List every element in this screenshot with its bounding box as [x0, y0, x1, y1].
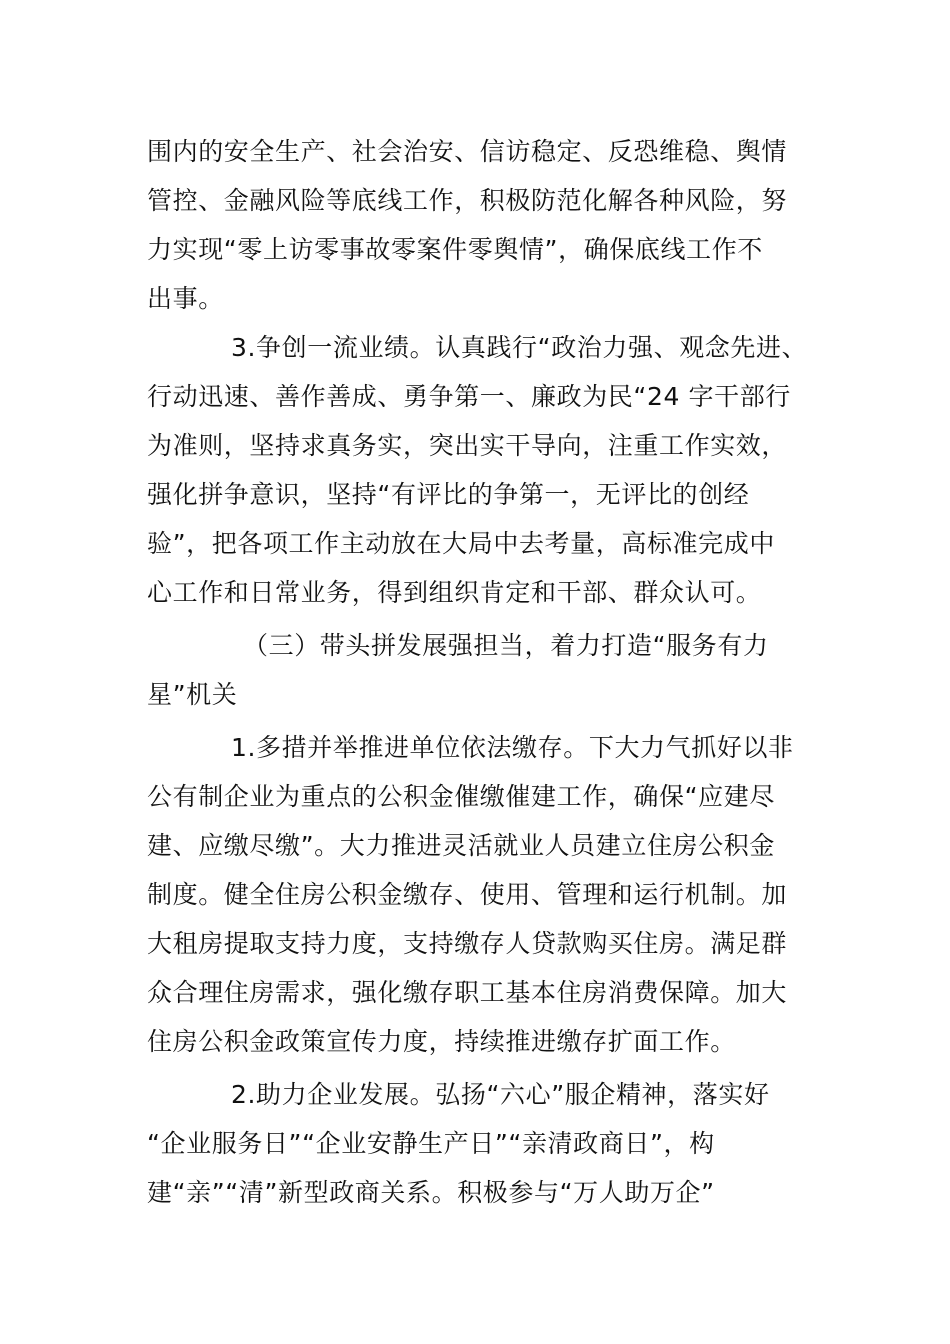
- text-line: 为准则，坚持求真务实，突出实干导向，注重工作实效，: [147, 431, 788, 460]
- subsection-heading: （三）带头拼发展强担当，着力打造“服务有力: [243, 631, 769, 660]
- text-line: 心工作和日常业务，得到组织肯定和干部、群众认可。: [147, 578, 762, 607]
- text-line: 验”，把各项工作主动放在大局中去考量，高标准完成中: [147, 529, 775, 558]
- text-line: 住房公积金政策宣传力度，持续推进缴存扩面工作。: [147, 1027, 736, 1056]
- text-line: 制度。健全住房公积金缴存、使用、管理和运行机制。加: [147, 880, 788, 909]
- text-line: 众合理住房需求，强化缴存职工基本住房消费保障。加大: [147, 978, 788, 1007]
- text-line: 管控、金融风险等底线工作，积极防范化解各种风险，努: [147, 186, 788, 215]
- subsection-heading-cont: 星”机关: [147, 680, 238, 709]
- section-heading-2: 2.助力企业发展。弘扬“六心”服企精神，落实好: [231, 1080, 770, 1109]
- text-line: 大租房提取支持力度，支持缴存人贷款购买住房。满足群: [147, 929, 788, 958]
- text-line: 强化拼争意识，坚持“有评比的争第一，无评比的创经: [147, 480, 750, 509]
- text-line: 行动迅速、善作善成、勇争第一、廉政为民“24 字干部行: [147, 382, 791, 411]
- text-line: “企业服务日”“企业安静生产日”“亲清政商日”，构: [147, 1129, 715, 1158]
- text-line: 出事。: [147, 284, 224, 313]
- section-heading-1: 1.多措并举推进单位依法缴存。下大力气抓好以非: [231, 733, 794, 762]
- section-heading-3: 3.争创一流业绩。认真践行“政治力强、观念先进、: [231, 333, 808, 362]
- text-line: 围内的安全生产、社会治安、信访稳定、反恐维稳、舆情: [147, 137, 788, 166]
- text-line: 力实现“零上访零事故零案件零舆情”，确保底线工作不: [147, 235, 763, 264]
- text-line: 建、应缴尽缴”。大力推进灵活就业人员建立住房公积金: [147, 831, 775, 860]
- text-line: 建“亲”“清”新型政商关系。积极参与“万人助万企”: [147, 1178, 715, 1207]
- text-line: 公有制企业为重点的公积金催缴催建工作，确保“应建尽: [147, 782, 775, 811]
